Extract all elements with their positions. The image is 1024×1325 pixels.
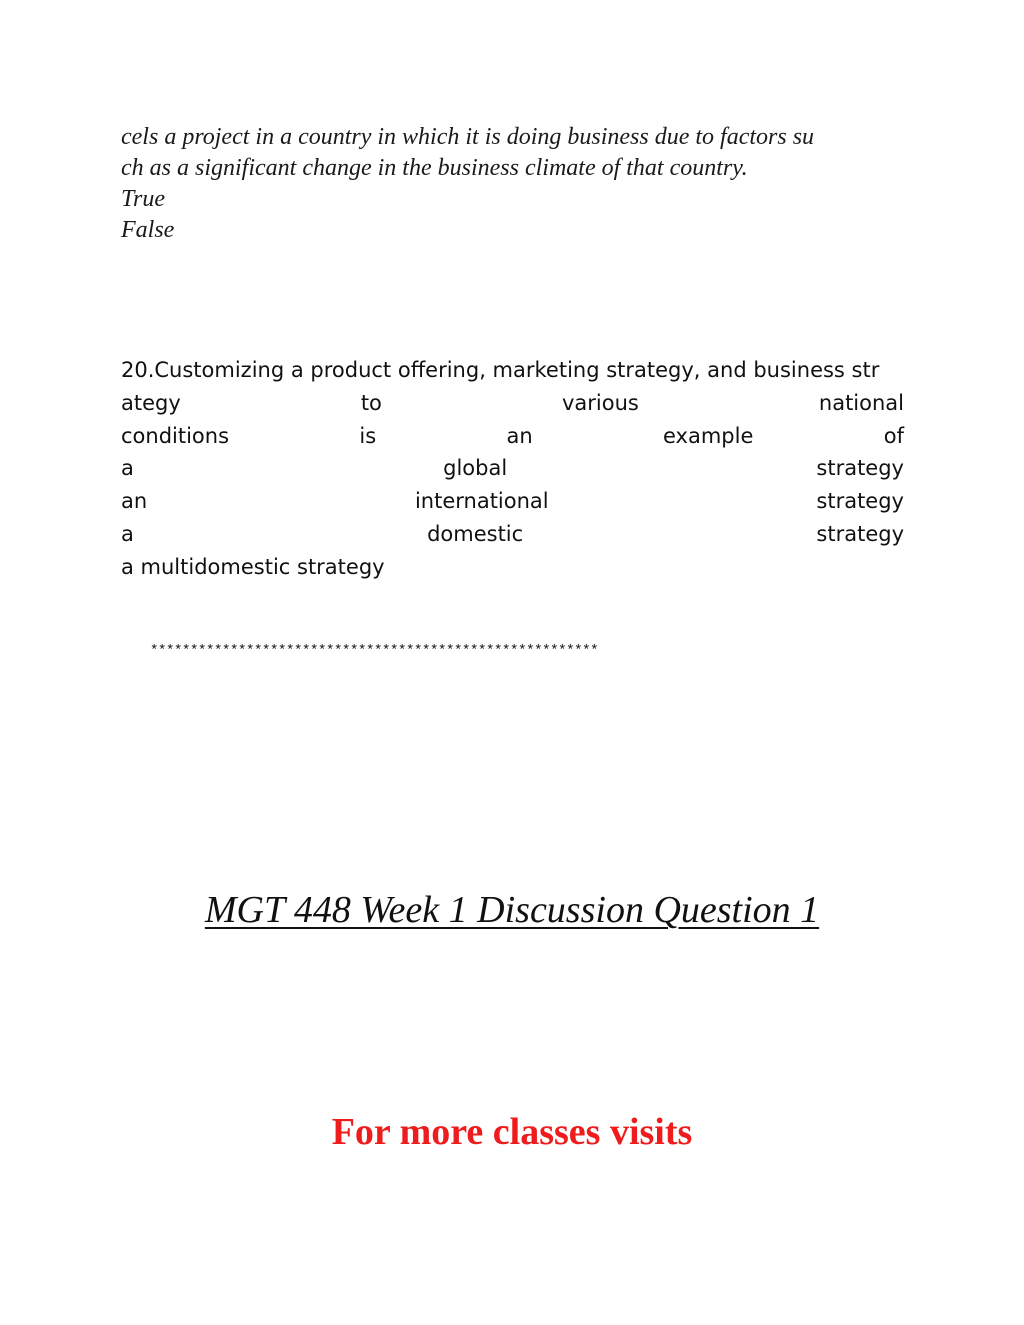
question-text-line	[121, 420, 904, 453]
word: conditions	[121, 423, 230, 448]
answer-option-international	[121, 485, 904, 518]
question-19-block	[121, 122, 911, 246]
question-text-line: cels a project in a country in which it is doing business due to factors su	[121, 124, 815, 150]
word: strategy	[816, 489, 904, 514]
answer-option-false: False	[121, 217, 175, 243]
word: of	[883, 423, 904, 448]
discussion-heading-text: MGT 448 Week 1 Discussion Question 1	[204, 889, 820, 931]
separator-asterisks: ********************************************************	[150, 643, 599, 659]
word: ategy	[121, 390, 181, 415]
word: an	[121, 489, 148, 514]
word: a multidomestic strategy	[121, 554, 385, 579]
answer-option-true: True	[121, 186, 166, 212]
question-text-line	[121, 387, 904, 420]
word: international	[414, 489, 549, 514]
question-20-block	[121, 354, 904, 584]
question-text-line	[121, 354, 904, 387]
word: strategy	[816, 521, 904, 546]
word: a	[121, 521, 134, 546]
word: global	[443, 456, 508, 481]
discussion-heading	[0, 888, 1024, 932]
word: national	[818, 390, 904, 415]
answer-option-global	[121, 452, 904, 485]
question-text: 20.Customizing a product offering, marketing strategy, and business str	[121, 358, 880, 382]
answer-option-multidomestic	[121, 551, 904, 584]
word: an	[506, 423, 533, 448]
promo-text: For more classes visits	[331, 1111, 693, 1153]
word: example	[663, 423, 754, 448]
word: various	[561, 390, 639, 415]
word: a	[121, 456, 134, 481]
word: to	[360, 390, 382, 415]
answer-option-domestic	[121, 518, 904, 551]
word: domestic	[427, 521, 524, 546]
word: is	[359, 423, 377, 448]
word: strategy	[816, 456, 904, 481]
question-text-line: ch as a significant change in the business climate of that country.	[121, 155, 748, 181]
